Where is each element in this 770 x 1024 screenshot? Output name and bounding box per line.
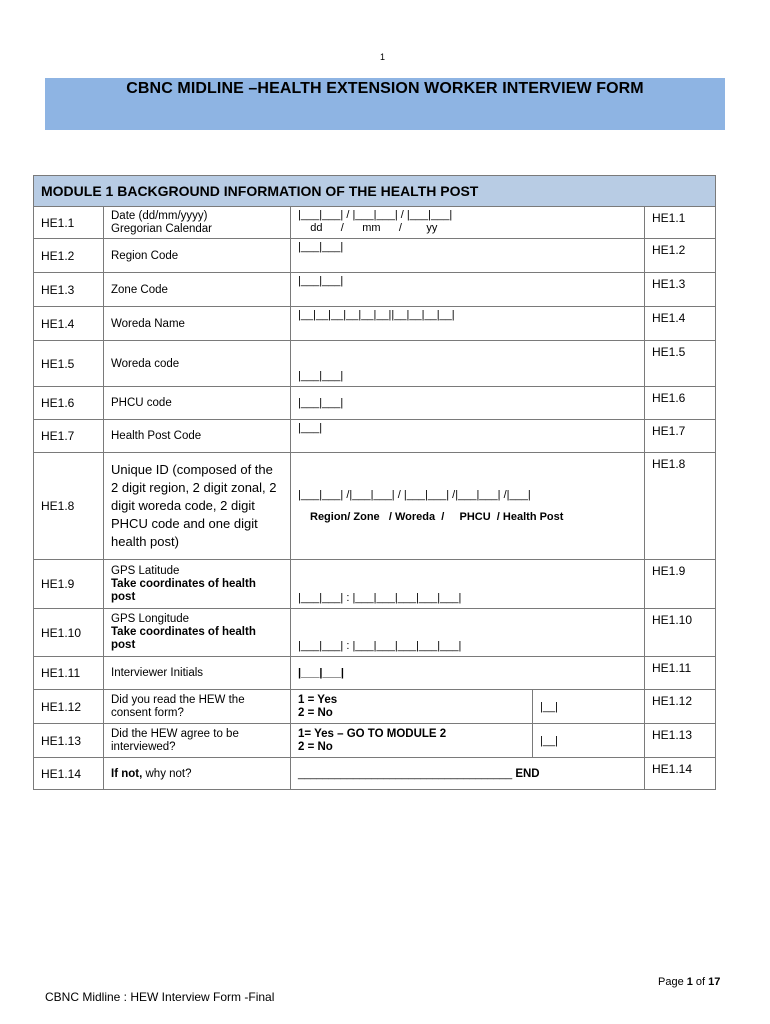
answer-boxes: |___|___| / |___|___| / |___|___|	[298, 209, 453, 221]
question-code: HE1.14	[34, 758, 104, 790]
question-text: Did the HEW agree to be interviewed?	[104, 724, 291, 758]
why-not-field[interactable]	[291, 758, 645, 790]
question-text: Interviewer Initials	[104, 657, 291, 690]
option-no: 2 = No	[298, 740, 333, 753]
question-text: Woreda Name	[104, 307, 291, 341]
footer-doc-title: CBNC Midline : HEW Interview Form -Final	[45, 990, 275, 1004]
question-text	[104, 758, 291, 790]
woreda-name-field[interactable]	[291, 307, 645, 341]
page-top-mark: 1	[380, 52, 386, 62]
consent-answer-box[interactable]	[533, 690, 645, 724]
woreda-code-field[interactable]	[291, 341, 645, 387]
answer-options	[291, 724, 533, 758]
answer-boxes: |___|___|	[298, 370, 344, 382]
question-code: HE1.10	[34, 609, 104, 657]
table-row	[34, 307, 716, 341]
page-total: 17	[708, 976, 721, 988]
question-code: HE1.12	[34, 690, 104, 724]
zone-code-field[interactable]	[291, 273, 645, 307]
question-code-right: HE1.10	[645, 609, 716, 657]
question-code: HE1.5	[34, 341, 104, 387]
table-row	[34, 560, 716, 609]
answer-boxes: |___|___|	[298, 275, 344, 287]
question-text	[104, 609, 291, 657]
question-code: HE1.13	[34, 724, 104, 758]
question-line: Date (dd/mm/yyyy)	[111, 209, 208, 222]
answer-boxes: |__|__|__|__|__|__||__|__|__|__|	[298, 309, 455, 321]
question-code-right: HE1.11	[645, 657, 716, 690]
table-row	[34, 758, 716, 790]
table-row	[34, 690, 716, 724]
answer-boxes: |___|___|	[298, 397, 344, 409]
question-code-right: HE1.7	[645, 420, 716, 453]
question-code-right: HE1.2	[645, 239, 716, 273]
question-code-right: HE1.13	[645, 724, 716, 758]
answer-line: ___________________________________	[298, 767, 513, 780]
question-code-right: HE1.1	[645, 207, 716, 239]
form-title: CBNC MIDLINE –HEALTH EXTENSION WORKER INTERVIEW FORM	[126, 80, 644, 97]
answer-boxes: |___|___| : |___|___|___|___|___|	[298, 640, 462, 652]
answer-boxes: |___|___|	[298, 241, 344, 253]
question-code-right: HE1.3	[645, 273, 716, 307]
table-row	[34, 609, 716, 657]
table-row	[34, 207, 716, 239]
question-code-right: HE1.14	[645, 758, 716, 790]
question-text: Did you read the HEW the consent form?	[104, 690, 291, 724]
question-text: Zone Code	[104, 273, 291, 307]
question-text: Unique ID (composed of the 2 digit region, 2 digit zonal, 2 digit woreda code, 2 digit PHCU code and one digit health post)	[104, 453, 291, 560]
question-code: HE1.11	[34, 657, 104, 690]
question-code-right: HE1.9	[645, 560, 716, 609]
question-code: HE1.4	[34, 307, 104, 341]
question-text	[104, 207, 291, 239]
answer-caption: dd / mm / yy	[298, 222, 438, 234]
interviewer-initials-field[interactable]	[291, 657, 645, 690]
table-row	[34, 657, 716, 690]
answer-caption: Region/ Zone / Woreda / PHCU / Health Post	[310, 511, 564, 523]
answer-boxes: |___|	[298, 422, 323, 434]
question-code-right: HE1.5	[645, 341, 716, 387]
question-code: HE1.7	[34, 420, 104, 453]
health-post-code-field[interactable]	[291, 420, 645, 453]
question-code: HE1.8	[34, 453, 104, 560]
gps-longitude-field[interactable]	[291, 609, 645, 657]
question-text	[104, 560, 291, 609]
question-code-right: HE1.4	[645, 307, 716, 341]
page-current: 1	[686, 976, 693, 988]
question-text: Region Code	[104, 239, 291, 273]
question-code: HE1.3	[34, 273, 104, 307]
page-of: of	[692, 976, 709, 988]
title-banner	[45, 78, 725, 130]
question-code: HE1.9	[34, 560, 104, 609]
option-no: 2 = No	[298, 706, 333, 719]
gps-latitude-field[interactable]	[291, 560, 645, 609]
question-line: GPS Longitude	[111, 613, 190, 625]
unique-id-field[interactable]	[291, 453, 645, 560]
question-code-right: HE1.6	[645, 387, 716, 420]
module-title: MODULE 1 BACKGROUND INFORMATION OF THE HEALTH POST	[34, 176, 716, 207]
module-header-row	[34, 176, 716, 207]
table-row	[34, 273, 716, 307]
table-row	[34, 724, 716, 758]
table-row	[34, 387, 716, 420]
table-row	[34, 239, 716, 273]
page-number	[658, 976, 720, 988]
region-code-field[interactable]	[291, 239, 645, 273]
question-line: Take coordinates of health post	[111, 626, 256, 651]
answer-box: |__|	[540, 734, 558, 747]
question-code: HE1.2	[34, 239, 104, 273]
end-marker: END	[515, 767, 540, 780]
table-row	[34, 453, 716, 560]
question-rest: why not?	[142, 767, 192, 780]
answer-boxes: |___|___|	[298, 667, 344, 679]
answer-box: |__|	[540, 700, 558, 713]
question-code-right: HE1.12	[645, 690, 716, 724]
table-row	[34, 420, 716, 453]
question-code: HE1.1	[34, 207, 104, 239]
answer-boxes: |___|___| /|___|___| / |___|___| /|___|___| /|___|	[298, 489, 531, 501]
question-text: Woreda code	[104, 341, 291, 387]
question-bold: If not,	[111, 767, 143, 780]
answer-boxes: |___|___| : |___|___|___|___|___|	[298, 592, 462, 604]
question-line: GPS Latitude	[111, 564, 180, 577]
option-yes: 1= Yes – GO TO MODULE 2	[298, 727, 447, 740]
table-row	[34, 341, 716, 387]
agree-answer-box[interactable]	[533, 724, 645, 758]
option-yes: 1 = Yes	[298, 693, 338, 706]
question-line: Take coordinates of health post	[111, 577, 256, 603]
question-text: PHCU code	[104, 387, 291, 420]
page-prefix: Page	[658, 976, 687, 988]
phcu-code-field[interactable]	[291, 387, 645, 420]
question-text: Health Post Code	[104, 420, 291, 453]
question-code-right: HE1.8	[645, 453, 716, 560]
question-line: Gregorian Calendar	[111, 222, 213, 235]
module-1-table	[33, 175, 716, 790]
date-answer-field[interactable]	[291, 207, 645, 239]
answer-options	[291, 690, 533, 724]
question-code: HE1.6	[34, 387, 104, 420]
